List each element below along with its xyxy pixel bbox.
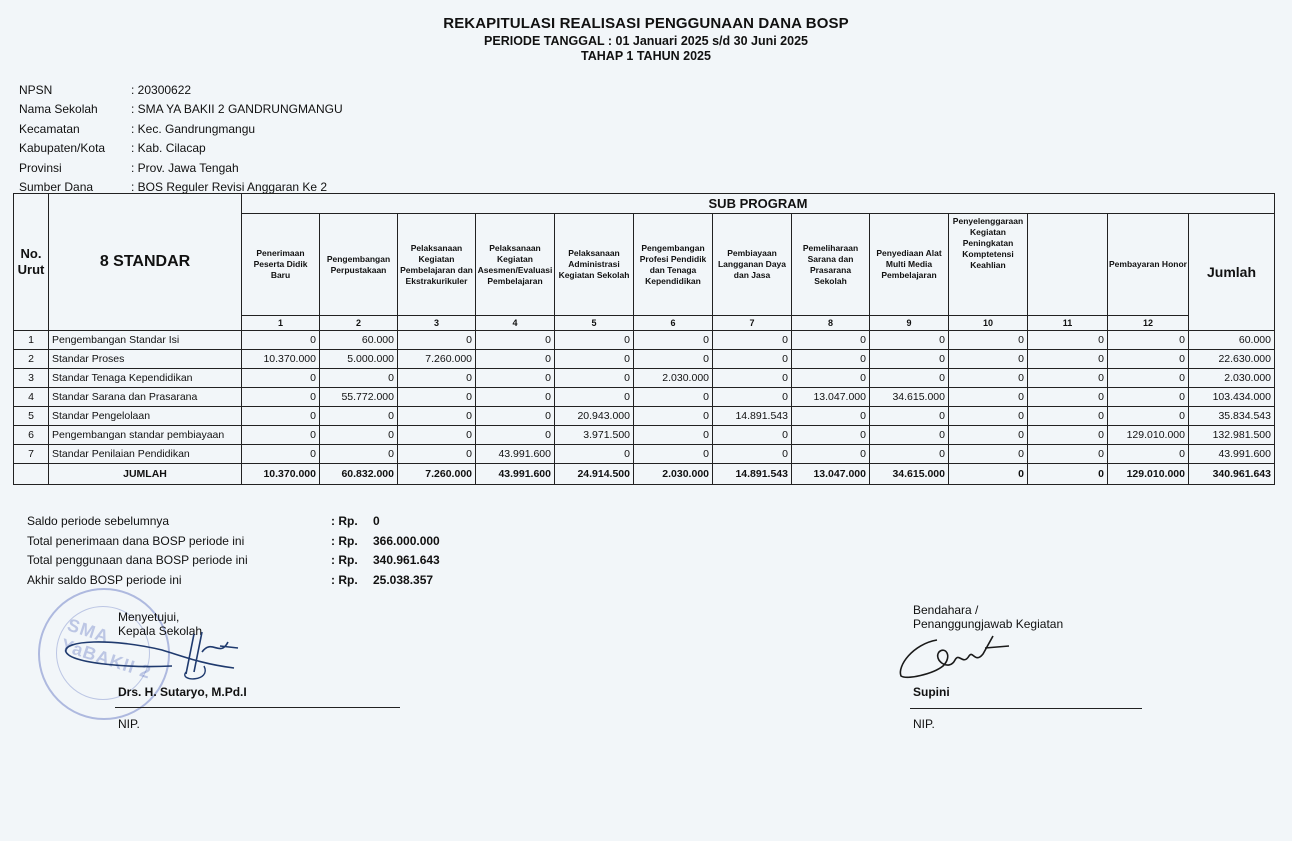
summary-row-total-usage bbox=[27, 550, 440, 570]
treasurer-name: Supini bbox=[913, 685, 950, 699]
treasurer-title-line2: Penanggungjawab Kegiatan bbox=[913, 617, 1064, 631]
amount-cell: 0 bbox=[1108, 350, 1189, 369]
amount-cell: 0 bbox=[242, 331, 320, 350]
document-period: PERIODE TANGGAL : 01 Januari 2025 s/d 30 Juni 2025 bbox=[484, 34, 808, 48]
amount-cell: 0 bbox=[870, 426, 949, 445]
amount-cell: 0 bbox=[634, 350, 713, 369]
info-row-district bbox=[19, 119, 343, 139]
column-number: 2 bbox=[320, 316, 398, 331]
amount-cell: 0 bbox=[870, 407, 949, 426]
column-total-cell: 0 bbox=[949, 464, 1028, 485]
treasurer-signature-line bbox=[910, 708, 1142, 709]
column-header-no bbox=[14, 194, 49, 331]
info-label: Kecamatan bbox=[19, 121, 80, 136]
summary-amount: 366.000.000 bbox=[373, 533, 440, 548]
summary-amount: 340.961.643 bbox=[373, 553, 440, 568]
table-row bbox=[14, 407, 1275, 426]
amount-cell: 0 bbox=[792, 445, 870, 464]
amount-cell: 0 bbox=[949, 426, 1028, 445]
currency-prefix: : Rp. bbox=[331, 513, 358, 528]
column-header-standar bbox=[49, 194, 242, 331]
amount-cell: 13.047.000 bbox=[792, 388, 870, 407]
table-row bbox=[14, 445, 1275, 464]
amount-cell: 0 bbox=[949, 445, 1028, 464]
info-label: Kabupaten/Kota bbox=[19, 141, 106, 156]
standard-name: Standar Tenaga Kependidikan bbox=[49, 369, 242, 388]
amount-cell: 0 bbox=[713, 426, 792, 445]
amount-cell: 20.943.000 bbox=[555, 407, 634, 426]
amount-cell: 129.010.000 bbox=[1108, 426, 1189, 445]
amount-cell: 0 bbox=[713, 331, 792, 350]
treasurer-nip: NIP. bbox=[913, 717, 935, 731]
amount-cell: 0 bbox=[1028, 350, 1108, 369]
amount-cell: 0 bbox=[555, 350, 634, 369]
info-label: Sumber Dana bbox=[19, 180, 94, 195]
column-total-cell: 14.891.543 bbox=[713, 464, 792, 485]
amount-cell: 0 bbox=[949, 331, 1028, 350]
column-header-1: Penerimaan Peserta Didik Baru bbox=[242, 214, 320, 316]
standard-name: Standar Penilaian Pendidikan bbox=[49, 445, 242, 464]
info-row-npsn bbox=[19, 80, 343, 100]
amount-cell: 0 bbox=[476, 388, 555, 407]
row-total-cell: 43.991.600 bbox=[1189, 445, 1275, 464]
amount-cell: 0 bbox=[792, 407, 870, 426]
table-row bbox=[14, 388, 1275, 407]
amount-cell: 0 bbox=[870, 369, 949, 388]
grand-total-cell: 340.961.643 bbox=[1189, 464, 1275, 485]
column-number: 4 bbox=[476, 316, 555, 331]
amount-cell: 0 bbox=[242, 426, 320, 445]
amount-cell: 0 bbox=[320, 369, 398, 388]
column-total-cell: 43.991.600 bbox=[476, 464, 555, 485]
amount-cell: 0 bbox=[1028, 407, 1108, 426]
amount-cell: 0 bbox=[870, 445, 949, 464]
row-number: 3 bbox=[14, 369, 49, 388]
amount-cell: 0 bbox=[320, 426, 398, 445]
row-number: 2 bbox=[14, 350, 49, 369]
column-header-7: Pembiayaan Langganan Daya dan Jasa bbox=[713, 214, 792, 316]
info-value: : Kec. Gandrungmangu bbox=[131, 121, 256, 136]
column-header-9: Penyediaan Alat Multi Media Pembelajaran bbox=[870, 214, 949, 316]
info-value: : 20300622 bbox=[131, 82, 192, 97]
summary-amount: 0 bbox=[373, 513, 380, 528]
amount-cell: 55.772.000 bbox=[320, 388, 398, 407]
column-total-cell: 0 bbox=[1028, 464, 1108, 485]
standard-name: Pengembangan Standar Isi bbox=[49, 331, 242, 350]
column-header-10: Penyelenggaraan Kegiatan Peningkatan Komptetensi Keahlian bbox=[949, 214, 1028, 316]
amount-cell: 0 bbox=[555, 369, 634, 388]
currency-prefix: : Rp. bbox=[331, 572, 358, 587]
amount-cell: 0 bbox=[634, 388, 713, 407]
amount-cell: 0 bbox=[476, 426, 555, 445]
total-label: JUMLAH bbox=[49, 464, 242, 485]
amount-cell: 0 bbox=[242, 445, 320, 464]
column-number: 12 bbox=[1108, 316, 1189, 331]
amount-cell: 60.000 bbox=[320, 331, 398, 350]
amount-cell: 10.370.000 bbox=[242, 350, 320, 369]
amount-cell: 0 bbox=[398, 369, 476, 388]
standard-name: Standar Sarana dan Prasarana bbox=[49, 388, 242, 407]
amount-cell: 0 bbox=[792, 331, 870, 350]
amount-cell: 0 bbox=[792, 350, 870, 369]
row-total-cell: 22.630.000 bbox=[1189, 350, 1275, 369]
amount-cell: 2.030.000 bbox=[634, 369, 713, 388]
table-row bbox=[14, 350, 1275, 369]
amount-cell: 0 bbox=[713, 388, 792, 407]
amount-cell: 0 bbox=[476, 331, 555, 350]
amount-cell: 14.891.543 bbox=[713, 407, 792, 426]
document-header bbox=[0, 14, 1292, 64]
column-header-8: Pemeliharaan Sarana dan Prasarana Sekolah bbox=[792, 214, 870, 316]
column-number: 11 bbox=[1028, 316, 1108, 331]
amount-cell: 0 bbox=[870, 350, 949, 369]
row-total-cell: 2.030.000 bbox=[1189, 369, 1275, 388]
amount-cell: 0 bbox=[476, 369, 555, 388]
amount-cell: 0 bbox=[1108, 388, 1189, 407]
column-header-6: Pengembangan Profesi Pendidik dan Tenaga Kependidikan bbox=[634, 214, 713, 316]
amount-cell: 0 bbox=[476, 407, 555, 426]
sub-program-header: SUB PROGRAM bbox=[242, 194, 1275, 214]
amount-cell: 0 bbox=[1028, 445, 1108, 464]
stamp-text: SMA YaBAKII 2 bbox=[58, 614, 155, 683]
info-value: : Prov. Jawa Tengah bbox=[131, 160, 239, 175]
principal-nip: NIP. bbox=[118, 717, 140, 731]
column-total-cell: 24.914.500 bbox=[555, 464, 634, 485]
table-body bbox=[14, 331, 1275, 485]
row-total-cell: 60.000 bbox=[1189, 331, 1275, 350]
amount-cell: 0 bbox=[792, 369, 870, 388]
amount-cell: 0 bbox=[1028, 331, 1108, 350]
summary-row-total-receipts bbox=[27, 531, 440, 551]
amount-cell: 0 bbox=[634, 445, 713, 464]
column-number: 9 bbox=[870, 316, 949, 331]
table-row bbox=[14, 331, 1275, 350]
amount-cell: 0 bbox=[949, 369, 1028, 388]
standard-name: Standar Proses bbox=[49, 350, 242, 369]
amount-cell: 0 bbox=[476, 350, 555, 369]
recap-table bbox=[13, 193, 1275, 485]
row-number: 6 bbox=[14, 426, 49, 445]
column-header-5: Pelaksanaan Administrasi Kegiatan Sekolah bbox=[555, 214, 634, 316]
amount-cell: 7.260.000 bbox=[398, 350, 476, 369]
amount-cell: 0 bbox=[949, 388, 1028, 407]
amount-cell: 0 bbox=[713, 369, 792, 388]
treasurer-signature-icon bbox=[893, 630, 1023, 682]
column-number: 3 bbox=[398, 316, 476, 331]
amount-cell: 0 bbox=[320, 407, 398, 426]
amount-cell: 0 bbox=[242, 407, 320, 426]
amount-cell: 0 bbox=[555, 445, 634, 464]
summary-row-ending-balance bbox=[27, 570, 440, 590]
info-row-regency bbox=[19, 139, 343, 159]
school-info bbox=[19, 80, 343, 197]
amount-cell: 0 bbox=[242, 369, 320, 388]
amount-cell: 0 bbox=[555, 388, 634, 407]
row-number: 5 bbox=[14, 407, 49, 426]
amount-cell: 0 bbox=[1108, 445, 1189, 464]
standard-name: Pengembangan standar pembiayaan bbox=[49, 426, 242, 445]
treasurer-signature-block bbox=[913, 603, 1063, 631]
column-total-cell: 2.030.000 bbox=[634, 464, 713, 485]
amount-cell: 0 bbox=[1108, 331, 1189, 350]
column-total-cell: 60.832.000 bbox=[320, 464, 398, 485]
principal-signature-icon bbox=[52, 628, 242, 684]
column-header-2: Pengembangan Perpustakaan bbox=[320, 214, 398, 316]
column-total-cell: 7.260.000 bbox=[398, 464, 476, 485]
column-header-3: Pelaksanaan Kegiatan Pembelajaran dan Ekstrakurikuler bbox=[398, 214, 476, 316]
info-value: : BOS Reguler Revisi Anggaran Ke 2 bbox=[131, 180, 328, 195]
summary-label: Akhir saldo BOSP periode ini bbox=[27, 572, 182, 587]
amount-cell: 0 bbox=[634, 426, 713, 445]
amount-cell: 0 bbox=[555, 331, 634, 350]
standard-name: Standar Pengelolaan bbox=[49, 407, 242, 426]
amount-cell: 0 bbox=[398, 426, 476, 445]
amount-cell: 0 bbox=[713, 445, 792, 464]
column-total-cell: 129.010.000 bbox=[1108, 464, 1189, 485]
currency-prefix: : Rp. bbox=[331, 553, 358, 568]
total-row-number bbox=[14, 464, 49, 485]
info-label: NPSN bbox=[19, 82, 53, 97]
row-number: 1 bbox=[14, 331, 49, 350]
principal-title: Kepala Sekolah bbox=[118, 624, 203, 638]
amount-cell: 0 bbox=[713, 350, 792, 369]
amount-cell: 43.991.600 bbox=[476, 445, 555, 464]
amount-cell: 3.971.500 bbox=[555, 426, 634, 445]
amount-cell: 0 bbox=[949, 407, 1028, 426]
column-header-12: Pembayaran Honor bbox=[1108, 214, 1189, 316]
column-total-cell: 10.370.000 bbox=[242, 464, 320, 485]
currency-prefix: : Rp. bbox=[331, 533, 358, 548]
info-value: : Kab. Cilacap bbox=[131, 141, 206, 156]
document-title: REKAPITULASI REALISASI PENGGUNAAN DANA BOSP bbox=[443, 15, 849, 32]
amount-cell: 0 bbox=[870, 331, 949, 350]
amount-cell: 0 bbox=[1108, 407, 1189, 426]
row-number: 7 bbox=[14, 445, 49, 464]
info-label: Nama Sekolah bbox=[19, 102, 98, 117]
amount-cell: 0 bbox=[1028, 426, 1108, 445]
column-number: 8 bbox=[792, 316, 870, 331]
amount-cell: 0 bbox=[320, 445, 398, 464]
row-total-cell: 132.981.500 bbox=[1189, 426, 1275, 445]
header-text: 8 STANDAR bbox=[99, 253, 191, 270]
balance-summary bbox=[27, 511, 440, 590]
total-row bbox=[14, 464, 1275, 485]
row-total-cell: 103.434.000 bbox=[1189, 388, 1275, 407]
table-row bbox=[14, 426, 1275, 445]
column-header-jumlah: Jumlah bbox=[1189, 214, 1275, 331]
info-label: Provinsi bbox=[19, 160, 62, 175]
summary-label: Saldo periode sebelumnya bbox=[27, 513, 170, 528]
column-total-cell: 34.615.000 bbox=[870, 464, 949, 485]
column-header-11 bbox=[1028, 214, 1108, 316]
amount-cell: 0 bbox=[1108, 369, 1189, 388]
summary-row-previous-balance bbox=[27, 511, 440, 531]
amount-cell: 0 bbox=[398, 445, 476, 464]
amount-cell: 0 bbox=[949, 350, 1028, 369]
column-number: 6 bbox=[634, 316, 713, 331]
column-number: 10 bbox=[949, 316, 1028, 331]
amount-cell: 0 bbox=[634, 407, 713, 426]
amount-cell: 0 bbox=[398, 331, 476, 350]
amount-cell: 0 bbox=[1028, 388, 1108, 407]
document-stage: TAHAP 1 TAHUN 2025 bbox=[581, 49, 711, 63]
amount-cell: 0 bbox=[398, 388, 476, 407]
row-number: 4 bbox=[14, 388, 49, 407]
treasurer-title-line1: Bendahara / bbox=[913, 603, 979, 617]
row-total-cell: 35.834.543 bbox=[1189, 407, 1275, 426]
summary-amount: 25.038.357 bbox=[373, 572, 434, 587]
amount-cell: 0 bbox=[634, 331, 713, 350]
table-row bbox=[14, 369, 1275, 388]
column-number: 7 bbox=[713, 316, 792, 331]
amount-cell: 0 bbox=[242, 388, 320, 407]
amount-cell: 0 bbox=[398, 407, 476, 426]
info-row-school-name bbox=[19, 100, 343, 120]
principal-signature-line bbox=[115, 707, 400, 708]
amount-cell: 0 bbox=[1028, 369, 1108, 388]
column-total-cell: 13.047.000 bbox=[792, 464, 870, 485]
summary-label: Total penggunaan dana BOSP periode ini bbox=[27, 553, 248, 568]
column-number: 5 bbox=[555, 316, 634, 331]
info-row-province bbox=[19, 158, 343, 178]
approval-label: Menyetujui, bbox=[118, 610, 180, 624]
amount-cell: 34.615.000 bbox=[870, 388, 949, 407]
column-header-4: Pelaksanaan Kegiatan Asesmen/Evaluasi Pembelajaran bbox=[476, 214, 555, 316]
amount-cell: 0 bbox=[792, 426, 870, 445]
header-text: No. Urut bbox=[17, 246, 45, 277]
principal-name: Drs. H. Sutaryo, M.Pd.I bbox=[118, 685, 247, 699]
info-value: : SMA YA BAKII 2 GANDRUNGMANGU bbox=[131, 102, 343, 117]
column-number: 1 bbox=[242, 316, 320, 331]
summary-label: Total penerimaan dana BOSP periode ini bbox=[27, 533, 245, 548]
amount-cell: 5.000.000 bbox=[320, 350, 398, 369]
